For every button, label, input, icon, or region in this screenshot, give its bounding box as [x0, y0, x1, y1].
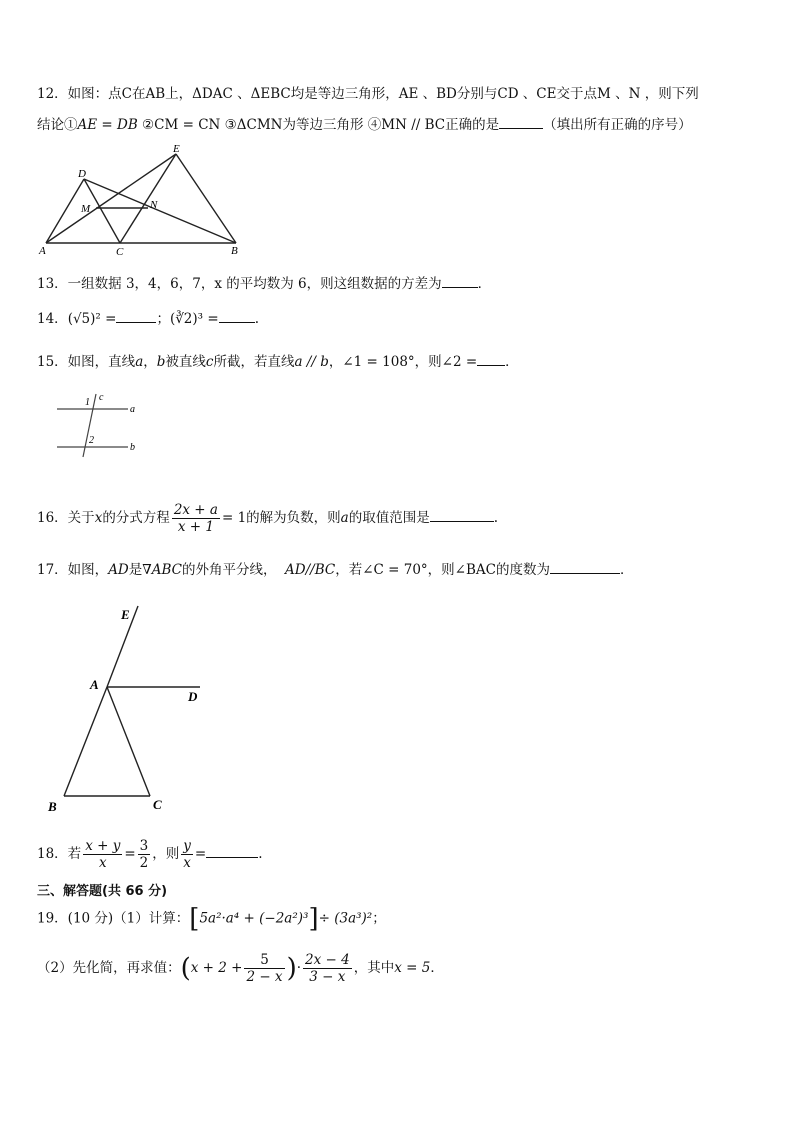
q14: 14．(√5)² = ；(∛2)³ = . [37, 311, 259, 327]
q14-answer-blank-1[interactable] [116, 310, 156, 323]
q12-label-m: M [81, 203, 91, 215]
q17-label-e: E [121, 607, 130, 622]
q19-part2: （2）先化简，再求值：(x + 2 + $\frac{5}{2 - x}$ )· $\frac{2x - 4}{3 - x}$ ，其中x = 5． [37, 952, 444, 985]
q18-answer-blank[interactable] [206, 845, 258, 858]
q18: 18．若 $\frac{x + y}{x}$ = $\frac{3}{2}$ ，则 $\frac{y}{x}$ = . [37, 838, 263, 871]
q15-label-b: b [130, 442, 135, 453]
q12-label-e: E [173, 143, 180, 155]
q18-fraction-2: $\frac{3}{2}$ [139, 838, 149, 871]
q12-label-b: B [231, 245, 238, 257]
q15: 15．如图，直线a，b被直线c所截，若直线a // b，∠1 = 108°，则∠2 = ． [37, 354, 519, 370]
q12-label-n: N [150, 199, 158, 211]
q17-label-b: B [48, 799, 57, 814]
q17-answer-blank[interactable] [550, 561, 620, 574]
q19-fraction-1: $\frac{5}{2 - x}$ [246, 952, 283, 985]
q16-fraction: $\frac{2x + a}{x + 1}$ [173, 502, 218, 535]
q16-answer-blank[interactable] [430, 509, 494, 522]
q12-label-c: C [116, 246, 124, 258]
q17-label-c: C [153, 797, 162, 812]
q13-answer-blank[interactable] [442, 275, 478, 288]
q18-fraction-1: $\frac{x + y}{x}$ [85, 838, 121, 871]
q17-label-d: D [188, 689, 198, 704]
q12-figure [36, 142, 246, 260]
q15-label-c: c [99, 392, 104, 403]
q17-figure [40, 598, 220, 820]
q12-line2: 结论①AE = DB ②CM = CN ③ΔCMN为等边三角形 ④MN // BC正确的是 （填出所有正确的序号） [37, 117, 692, 133]
q15-label-1: 1 [85, 397, 90, 408]
q18-fraction-3: $\frac{y}{x}$ [183, 838, 191, 871]
section-heading: 三、解答题(共 66 分) [37, 884, 168, 899]
q15-answer-blank[interactable] [477, 353, 505, 366]
q12-label-a: A [39, 245, 46, 257]
q19-part1: 19．(10 分)（1）计算：[5a²·a⁴ + (−2a²)³]÷ (3a³)²； [37, 904, 386, 934]
q16: 16．关于x的分式方程 $\frac{2x + a}{x + 1}$ = 1的解为负数，则a的取值范围是 . [37, 502, 499, 535]
q15-figure [52, 388, 152, 458]
q17-label-a: A [90, 677, 99, 692]
q19-fraction-2: $\frac{2x - 4}{3 - x}$ [305, 952, 350, 985]
q12-answer-blank[interactable] [499, 116, 543, 129]
q15-label-a: a [130, 404, 135, 415]
q12-line1: 12．如图：点C在AB上，ΔDAC 、ΔEBC均是等边三角形，AE 、BD分别与CD 、CE交于点M 、N ，则下列 [37, 86, 699, 102]
q17: 17．如图，AD是∇ABC的外角平分线， AD//BC，若∠C = 70°，则∠BAC的度数为 ． [37, 562, 634, 578]
q12-label-d: D [78, 168, 86, 180]
q14-answer-blank-2[interactable] [219, 310, 255, 323]
q13: 13．一组数据 3，4，6，7，x 的平均数为 6，则这组数据的方差为 ． [37, 276, 492, 292]
q15-label-2: 2 [89, 435, 94, 446]
